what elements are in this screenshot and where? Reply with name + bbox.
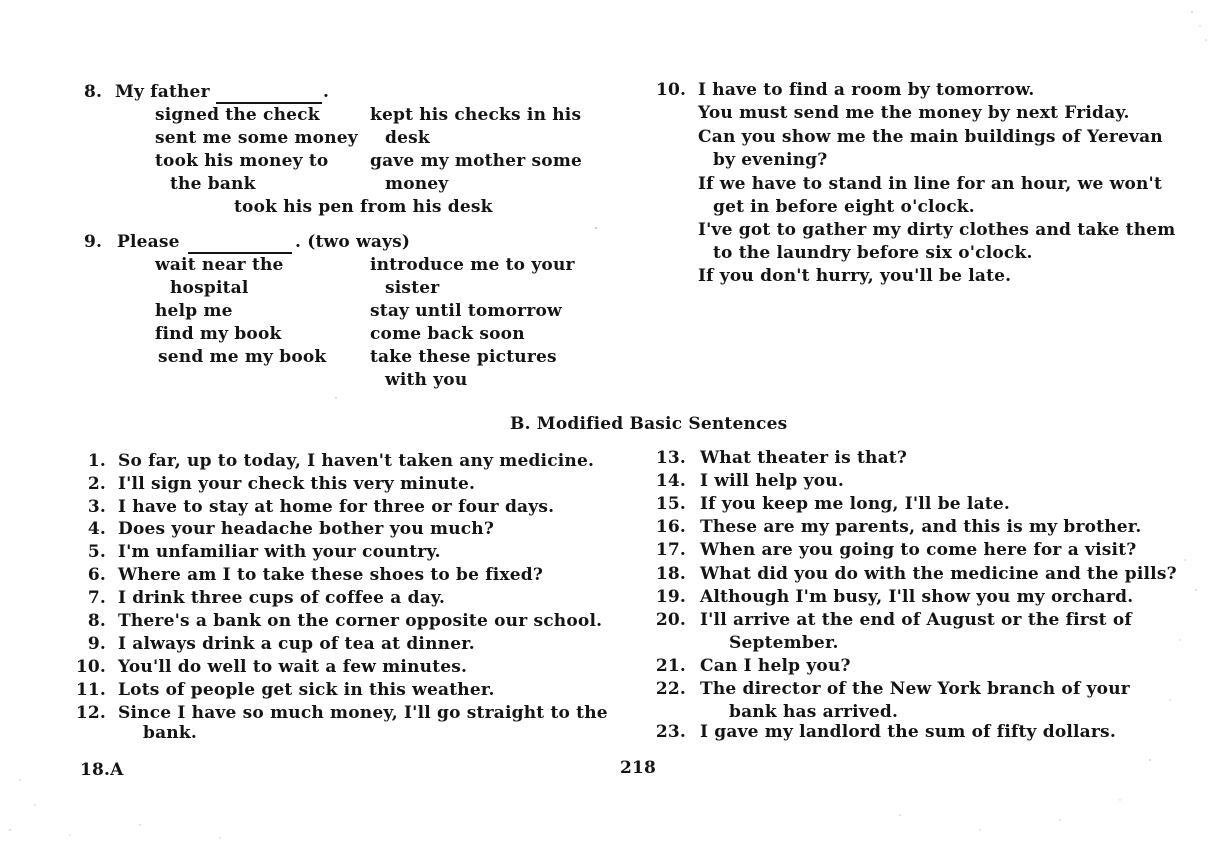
option: hospital [170, 278, 249, 298]
exercise-line: If you don't hurry, you'll be late. [698, 266, 1012, 286]
sentence-text: Does your headache bother you much? [118, 519, 495, 539]
exercise-number: 10. [656, 80, 687, 100]
exercise-line: by evening? [713, 150, 828, 170]
sentence-text: There's a bank on the corner opposite our school. [118, 611, 603, 631]
sentence-number: 20. [655, 610, 686, 630]
sentence-number: 11. [75, 680, 106, 700]
sentence-number: 5. [87, 542, 106, 562]
exercise-number: 9. [84, 232, 103, 252]
option: find my book [155, 324, 282, 344]
sentence-number: 3. [87, 497, 106, 517]
sentence-number: 18. [655, 564, 686, 584]
option: signed the check [155, 105, 320, 125]
sentence-text: When are you going to come here for a visit? [700, 540, 1137, 560]
sentence-text: Since I have so much money, I'll go straight to the [118, 703, 608, 723]
page-number: 218 [620, 758, 657, 778]
sentence-number: 1. [87, 451, 106, 471]
sentence-text: I'm unfamiliar with your country. [118, 542, 441, 562]
sentence-text: Can I help you? [700, 656, 851, 676]
sentence-text: Where am I to take these shoes to be fixed? [118, 565, 544, 585]
sentence-number: 23. [655, 722, 686, 742]
option: took his money to [155, 151, 329, 171]
sentence-number: 8. [87, 611, 106, 631]
sentence-number: 21. [655, 656, 686, 676]
exercise-line: I have to find a room by tomorrow. [698, 80, 1035, 100]
option: take these pictures [370, 347, 557, 367]
sentence-number: 16. [655, 517, 686, 537]
option: took his pen from his desk [234, 197, 493, 217]
option: send me my book [158, 347, 327, 367]
sentence-text: So far, up to today, I haven't taken any medicine. [118, 451, 595, 471]
sentence-text: I gave my landlord the sum of fifty dollars. [700, 722, 1116, 742]
sentence-text: I have to stay at home for three or four days. [118, 497, 555, 517]
prompt-end: . (two ways) [295, 232, 411, 252]
sentence-number: 10. [75, 657, 106, 677]
option: with you [385, 370, 468, 390]
sentence-number: 12. [75, 703, 106, 723]
sentence-text: I drink three cups of coffee a day. [118, 588, 446, 608]
option: help me [155, 301, 233, 321]
option: sister [385, 278, 440, 298]
sentence-number: 2. [87, 474, 106, 494]
sentence-number: 17. [655, 540, 686, 560]
option: introduce me to your [370, 255, 575, 275]
option: sent me some money [155, 128, 358, 148]
sentence-continuation: bank. [143, 723, 197, 743]
sentence-text: The director of the New York branch of your [700, 679, 1130, 699]
sentence-text: I always drink a cup of tea at dinner. [118, 634, 475, 654]
footer-section-code: 18.A [80, 760, 124, 780]
prompt-end: . [323, 82, 330, 102]
option: wait near the [155, 255, 284, 275]
sentence-number: 9. [87, 634, 106, 654]
sentence-number: 19. [655, 587, 686, 607]
sentence-text: These are my parents, and this is my brother. [700, 517, 1142, 537]
sentence-text: Although I'm busy, I'll show you my orchard. [700, 587, 1134, 607]
sentence-number: 13. [655, 448, 686, 468]
option: stay until tomorrow [370, 301, 562, 321]
exercise-line: If we have to stand in line for an hour, we won't [698, 174, 1162, 194]
sentence-number: 6. [87, 565, 106, 585]
sentence-text: If you keep me long, I'll be late. [700, 494, 1010, 514]
exercise-line: to the laundry before six o'clock. [713, 243, 1033, 263]
sentence-number: 22. [655, 679, 686, 699]
sentence-text: What theater is that? [700, 448, 908, 468]
sentence-number: 14. [655, 471, 686, 491]
sentence-number: 15. [655, 494, 686, 514]
sentence-text: I will help you. [700, 471, 844, 491]
exercise-line: You must send me the money by next Friday. [698, 103, 1130, 123]
sentence-continuation: September. [729, 633, 839, 653]
sentence-text: You'll do well to wait a few minutes. [118, 657, 468, 677]
sentence-text: I'll sign your check this very minute. [118, 474, 476, 494]
option: the bank [170, 174, 256, 194]
exercise-prompt: Please [117, 232, 180, 252]
sentence-continuation: bank has arrived. [729, 702, 899, 722]
sentence-text: I'll arrive at the end of August or the first of [700, 610, 1132, 630]
sentence-number: 4. [87, 519, 106, 539]
sentence-text: Lots of people get sick in this weather. [118, 680, 495, 700]
section-heading: B. Modified Basic Sentences [510, 414, 788, 434]
option: kept his checks in his [370, 105, 582, 125]
exercise-line: get in before eight o'clock. [713, 197, 975, 217]
exercise-prompt: My father [115, 82, 210, 102]
exercise-number: 8. [84, 82, 103, 102]
option: gave my mother some [370, 151, 583, 171]
sentence-text: What did you do with the medicine and the pills? [700, 564, 1177, 584]
fill-in-blank [188, 238, 292, 254]
exercise-line: I've got to gather my dirty clothes and take them [698, 220, 1176, 240]
exercise-line: Can you show me the main buildings of Yerevan [698, 127, 1163, 147]
sentence-number: 7. [87, 588, 106, 608]
option: money [385, 174, 449, 194]
option: desk [385, 128, 430, 148]
option: come back soon [370, 324, 525, 344]
fill-in-blank [216, 88, 322, 104]
